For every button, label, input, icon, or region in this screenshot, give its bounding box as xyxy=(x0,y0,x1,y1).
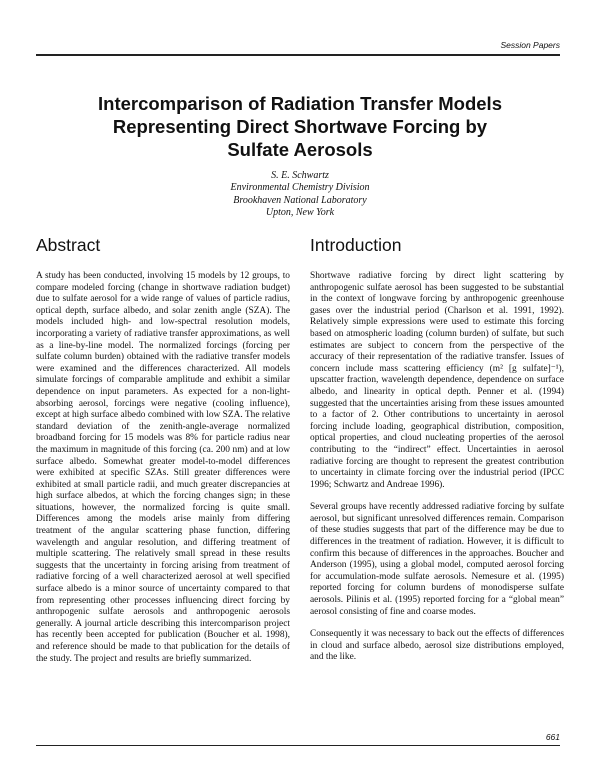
author-affiliation: Brookhaven National Laboratory xyxy=(233,194,367,206)
introduction-paragraph: Several groups have recently addressed radiative forcing by sulfate aerosol, but significant unresolved differences remain. Comparison of these studies suggests that part of the difference may be due to differences in the treatment of radiation. However, it is difficult to confirm this because of differences in the approaches. Boucher and Anderson (1995), using a global model, computed aerosol forcing for accumulation-mode sulfate aerosols. Nemesure et al. (1995) reported forcing for column burdens of monodisperse sulfate aerosols. Pilinis et al. (1995) reported forcing for a “global mean” aerosol consisting of fine and coarse modes. xyxy=(310,502,564,617)
introduction-heading: Introduction xyxy=(310,235,402,255)
footer-rule xyxy=(36,745,560,746)
title-line: Sulfate Aerosols xyxy=(227,139,373,160)
abstract-heading: Abstract xyxy=(36,235,101,255)
page-number: 661 xyxy=(545,732,560,742)
author-name: S. E. Schwartz xyxy=(271,170,329,181)
author-block xyxy=(100,170,500,219)
introduction-section xyxy=(310,235,564,675)
header-rule xyxy=(36,54,560,56)
author-affiliation: Upton, New York xyxy=(265,206,335,218)
author-affiliation: Environmental Chemistry Division xyxy=(230,182,370,194)
title-line: Representing Direct Shortwave Forcing by xyxy=(112,116,488,137)
abstract-text: A study has been conducted, involving 15 models by 12 groups, to compare modeled forcing (change in shortwave radiation budget) due to sulfate aerosol for a wide range of values of particle radius, optical depth, surface albedo, and solar zenith angle (SZA). The models included high- and low-spectral resolution models, incorporating a variety of radiative transfer approximations, as well as a line-by-line model. The normalized forcings (forcing per sulfate column burden) obtained with the radiative transfer models were examined and the differences characterized. All models simulate forcings of comparable amplitude and exhibit a similar dependence on input parameters. As expected for a non-light-absorbing aerosol, forcings were negative (cooling influence), except at high surface albedo combined with low SZA. The relative standard deviation of the zenith-angle-average normalized broadband forcing for 15 models was 8% for particle radius near the maximum in magnitude of this forcing (ca. 200 nm) and at low surface albedo. Somewhat greater model-to-model differences were exhibited at specific SZAs. Still greater differences were exhibited at small particle radii, and much greater discrepancies at high surface albedos, at which the forcing changes sign; in these situations, however, the normalized forcing is quite small. Differences among the models arise mainly from differing treatment of the angular scattering phase function, differing wavelength and angular resolution, and differing treatment of multiple scattering. The relatively small spread in these results suggests that the uncertainty in forcing arising from treatment of radiative forcing of a well characterized aerosol at well specified surface albedo is a minor source of uncertainty compared to that from representing other processes influencing direct forcing by anthropogenic sulfate aerosols and anthropogenic aerosols generally. A journal article describing this intercomparison project has recently been accepted for publication (Boucher et al. 1998), and reference should be made to that publication for the details of the study. The project and results are briefly summarized. xyxy=(36,271,290,664)
introduction-paragraph: Consequently it was necessary to back out the effects of differences in cloud and surface albedo, aerosol size distributions employed, and the like. xyxy=(310,629,564,663)
abstract-section xyxy=(36,235,290,676)
running-header: Session Papers xyxy=(500,40,560,50)
title-line: Intercomparison of Radiation Transfer Models xyxy=(98,93,502,114)
introduction-paragraph: Shortwave radiative forcing by direct light scattering by anthropogenic sulfate aerosol has been suggested to be substantial in the context of longwave forcing by anthropogenic greenhouse gases over the industrial period (Charlson et al. 1991, 1992). Relatively simple expressions were used to estimate this forcing based on atmospheric loading (column burden) of sulfate, but such estimates are subject to concern from the perspective of the accuracy of their representation of the radiative transfer. Issues of concern include mass scattering efficiency (m² [g sulfate]⁻¹), upscatter fraction, wavelength dependence, dependence on surface albedo, and linearity in optical depth. Penner et al. (1994) suggested that the uncertainties arising from these issues amounted to a factor of 2. Other contributions to uncertainty in aerosol forcing include loading, geographical distribution, composition, optical properties, and cloud nucleating properties of the aerosol contributing to the “indirect” effect. Uncertainties in aerosol radiative forcing are thought to represent the greatest contribution to uncertainty in climate forcing over the industrial period (IPCC 1996; Schwartz and Andreae 1996). xyxy=(310,271,564,490)
paper-title xyxy=(60,92,540,161)
